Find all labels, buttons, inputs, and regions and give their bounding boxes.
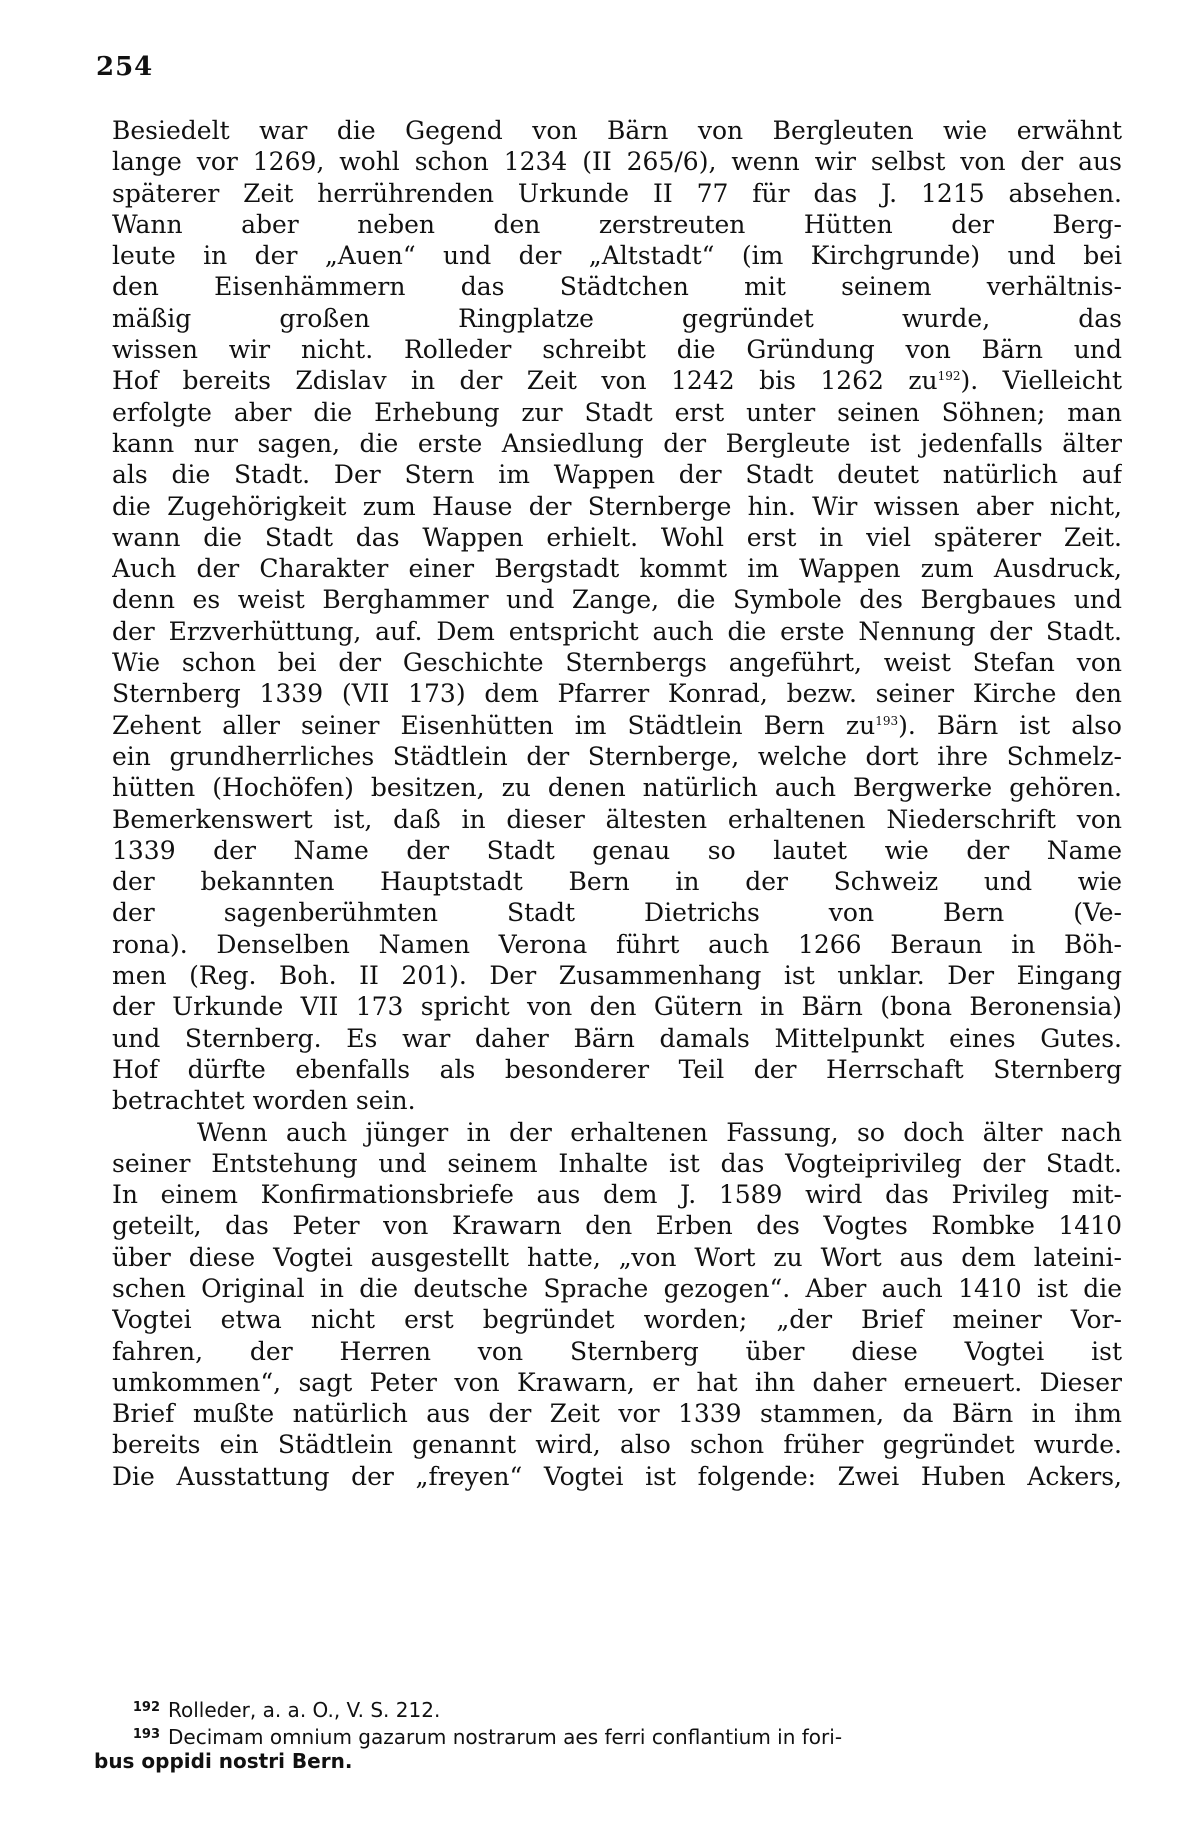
text-line: seiner Entstehung und seinem Inhalte ist das Vogteiprivileg der Stadt. xyxy=(112,1148,1122,1178)
text-line: wissen wir nicht. Rolleder schreibt die Gründung von Bärn und xyxy=(112,335,1122,365)
text-line: Hof dürfte ebenfalls als besonderer Teil der Herrschaft Sternberg xyxy=(112,1054,1122,1084)
footnote xyxy=(112,1721,1122,1748)
text-line: kann nur sagen, die erste Ansiedlung der Bergleute ist jedenfalls älter xyxy=(112,428,1122,458)
text-line: der sagenberühmten Stadt Dietrichs von Bern (Ve- xyxy=(112,898,1122,928)
footnote-number: 192 xyxy=(132,1700,160,1715)
text-segment: ). Vielleicht xyxy=(960,366,1122,396)
text-line: Wie schon bei der Geschichte Sternbergs angeführt, weist Stefan von xyxy=(112,648,1122,678)
text-line: der Erzverhüttung, auf. Dem entspricht auch die erste Nennung der Stadt. xyxy=(112,616,1122,646)
text-line: Wann aber neben den zerstreuten Hütten der Berg- xyxy=(112,209,1122,239)
text-line: hütten (Hochöfen) besitzen, zu denen natürlich auch Bergwerke gehören. xyxy=(112,773,1122,803)
text-line: die Zugehörigkeit zum Hause der Sternberge hin. Wir wissen aber nicht, xyxy=(112,491,1122,521)
footnote-text: Rolleder, a. a. O., V. S. 212. xyxy=(168,1698,441,1722)
text-line: geteilt, das Peter von Krawarn den Erben des Vogtes Rombke 1410 xyxy=(112,1211,1122,1241)
footnotes xyxy=(94,1694,1122,1775)
text-line: Bemerkenswert ist, daß in dieser ältesten erhaltenen Niederschrift von xyxy=(112,804,1122,834)
text-line: rona). Denselben Namen Verona führt auch 1266 Beraun in Böh- xyxy=(112,929,1122,959)
text-line: Brief mußte natürlich aus der Zeit vor 1339 stammen, da Bärn in ihm xyxy=(112,1399,1122,1429)
text-line: der Urkunde VII 173 spricht von den Gütern in Bärn (bona Beronensia) xyxy=(112,992,1122,1022)
text-line xyxy=(112,710,1122,741)
footnote-continuation: bus oppidi nostri Bern. xyxy=(94,1749,353,1773)
text-segment: Zehent aller seiner Eisenhütten im Städtlein Bern zu xyxy=(112,710,876,740)
text-line: denn es weist Berghammer und Zange, die Symbole des Bergbaues und xyxy=(112,585,1122,615)
text-segment: ). Bärn ist also xyxy=(898,710,1122,740)
text-line: Besiedelt war die Gegend von Bärn von Bergleuten wie erwähnt xyxy=(112,116,1122,145)
body-text xyxy=(112,115,1122,1492)
text-line xyxy=(112,365,1122,396)
footnote-text: Decimam omnium gazarum nostrarum aes ferri conflantium in fori- xyxy=(168,1725,843,1749)
text-line: men (Reg. Boh. II 201). Der Zusammenhang ist unklar. Der Eingang xyxy=(112,961,1122,991)
footnote-reference: 192 xyxy=(937,369,961,384)
text-line: leute in der „Auen“ und der „Altstadt“ (im Kirchgrunde) und bei xyxy=(112,241,1122,271)
text-line: der bekannten Hauptstadt Bern in der Schweiz und wie xyxy=(112,867,1122,897)
text-line: In einem Konfirmationsbriefe aus dem J. 1589 wird das Privileg mit- xyxy=(112,1180,1122,1210)
text-line: Sternberg 1339 (VII 173) dem Pfarrer Konrad, bezw. seiner Kirche den xyxy=(112,679,1122,709)
text-line: Auch der Charakter einer Bergstadt kommt im Wappen zum Ausdruck, xyxy=(112,554,1122,584)
text-line: Die Ausstattung der „freyen“ Vogtei ist folgende: Zwei Huben Ackers, xyxy=(112,1461,1122,1491)
text-line: bereits ein Städtlein genannt wird, also schon früher gegründet wurde. xyxy=(112,1430,1122,1460)
text-line: schen Original in die deutsche Sprache gezogen“. Aber auch 1410 ist die xyxy=(112,1273,1122,1303)
text-line: lange vor 1269, wohl schon 1234 (II 265/6), wenn wir selbst von der aus xyxy=(112,147,1122,177)
text-line: fahren, der Herren von Sternberg über diese Vogtei ist xyxy=(112,1336,1122,1366)
text-line: Vogtei etwa nicht erst begründet worden; „der Brief meiner Vor- xyxy=(112,1305,1122,1335)
text-line: Wenn auch jünger in der erhaltenen Fassung, so doch älter nach xyxy=(197,1117,1122,1147)
text-line: und Sternberg. Es war daher Bärn damals Mittelpunkt eines Gutes. xyxy=(112,1023,1122,1053)
text-line: 1339 der Name der Stadt genau so lautet wie der Name xyxy=(112,835,1122,865)
text-segment: Hof bereits Zdislav in der Zeit von 1242 bis 1262 zu xyxy=(112,366,938,396)
footnote-reference: 193 xyxy=(875,713,899,728)
text-line: umkommen“, sagt Peter von Krawarn, er hat ihn daher erneuert. Dieser xyxy=(112,1367,1122,1397)
footnote-number: 193 xyxy=(132,1727,160,1742)
text-line: über diese Vogtei ausgestellt hatte, „von Wort zu Wort aus dem lateini- xyxy=(112,1242,1122,1272)
text-line: ein grundherrliches Städtlein der Sternberge, welche dort ihre Schmelz- xyxy=(112,741,1122,771)
page-number: 254 xyxy=(96,52,154,82)
text-line: den Eisenhämmern das Städtchen mit seinem verhältnis- xyxy=(112,272,1122,302)
footnote xyxy=(112,1694,1122,1721)
text-line: wann die Stadt das Wappen erhielt. Wohl erst in viel späterer Zeit. xyxy=(112,522,1122,552)
text-line: als die Stadt. Der Stern im Wappen der Stadt deutet natürlich auf xyxy=(112,460,1122,490)
text-line: betrachtet worden sein. xyxy=(112,1086,416,1116)
text-line: erfolgte aber die Erhebung zur Stadt erst unter seinen Söhnen; man xyxy=(112,397,1122,427)
text-line: späterer Zeit herrührenden Urkunde II 77 für das J. 1215 absehen. xyxy=(112,178,1122,208)
text-line: mäßig großen Ringplatze gegründet wurde, das xyxy=(112,303,1122,333)
